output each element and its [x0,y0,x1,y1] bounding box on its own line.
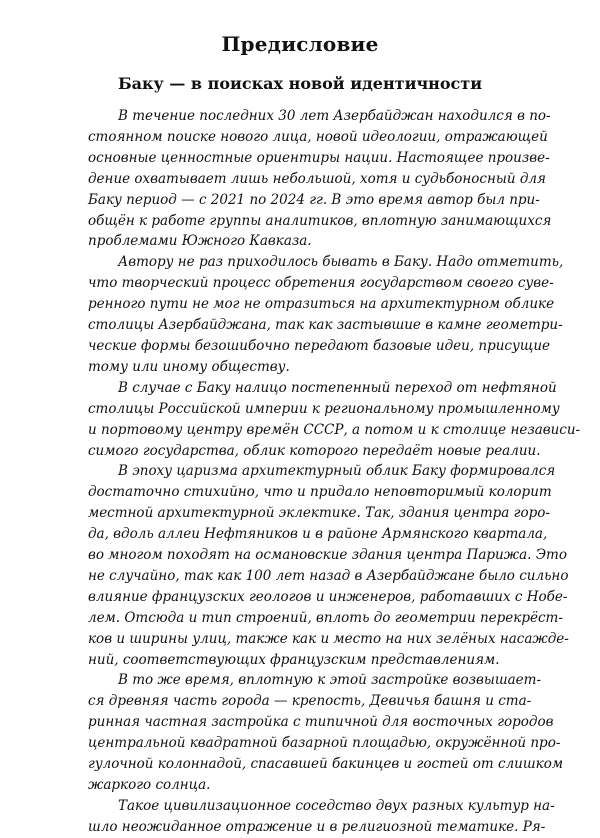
page-title: Предисловие [221,32,379,56]
text-line: ческие формы безошибочно передают базовые идеи, присущие [88,337,551,354]
paragraph-3 [88,378,581,462]
paragraph-6 [88,796,555,838]
text-line: ний, соответствующих французским представлениям. [88,651,500,668]
text-line: центральной квадратной базарной площадью, окружённой про- [88,735,561,752]
text-line: В эпоху царизма архитектурный облик Баку формировался [118,463,556,480]
text-line: лем. Отсюда и тип строений, вплоть до геометрии перекрёст- [88,609,563,626]
text-line: столицы Азербайджана, так как застывшие в камне геометри- [88,317,563,334]
text-line: Автору не раз приходилось бывать в Баку. Надо отметить, [118,254,564,271]
text-line: жаркого солнца. [88,777,211,793]
text-line: шло неожиданное отражение и в религиозной тематике. Ря- [88,818,546,835]
paragraph-4 [88,461,569,670]
text-line: тому или иному обществу. [88,358,290,375]
text-line: В то же время, вплотную к этой застройке возвышает- [118,672,542,689]
text-line: ков и ширины улиц, также как и место на них зелёных насажде- [88,630,569,647]
text-line: В случае с Баку налицо постепенный переход от нефтяной [118,379,557,396]
text-line: во многом походят на османовские здания центра Парижа. Это [88,547,567,564]
text-line: и портовому центру времён СССР, а потом и к столице независи- [88,421,581,438]
text-line: Такое цивилизационное соседство двух разных культур на- [118,797,555,814]
text-line: основные ценностные ориентиры нации. Настоящее произве- [88,149,550,166]
paragraph-2 [88,252,564,377]
text-line: гулочной колоннадой, спасавшей бакинцев и гостей от слишком [88,756,564,773]
text-line: столицы Российской империи к региональному промышленному [88,400,560,417]
text-line: местной архитектурной эклектике. Так, здания центра горо- [88,505,550,522]
text-line: влияние французских геологов и инженеров, работавших с Нобе- [88,588,568,605]
text-line: общён к работе группы аналитиков, вплотную занимающихся [88,212,552,229]
paragraph-1 [88,106,552,252]
text-line: что творческий процесс обретения государством своего суве- [88,275,554,292]
text-line: ринная частная застройка с типичной для восточных городов [88,714,554,731]
text-line: не случайно, так как 100 лет назад в Азербайджане было сильно [88,567,569,584]
text-line: проблемами Южного Кавказа. [88,233,312,250]
body-text [88,106,581,838]
text-line: достаточно стихийно, что и придало неповторимый колорит [88,484,552,501]
paragraph-5 [88,670,564,795]
text-line: да, вдоль аллеи Нефтяников и в районе Армянского квартала, [88,526,548,543]
text-line: дение охватывает лишь небольшой, хотя и судьбоносный для [88,170,546,187]
text-line: В течение последних 30 лет Азербайджан находился в по- [118,108,551,124]
text-line: симого государства, облик которого передаёт новые реалии. [88,442,541,459]
text-line: ренного пути не мог не отразиться на архитектурном облике [88,296,555,313]
text-line: Баку период — с 2021 по 2024 гг. В это время автор был при- [88,191,540,208]
section-subtitle: Баку — в поисках новой идентичности [117,74,483,93]
text-line: ся древняя часть города — крепость, Девичья башня и ста- [88,693,532,710]
text-line: стоянном поиске нового лица, новой идеологии, отражающей [88,128,548,145]
